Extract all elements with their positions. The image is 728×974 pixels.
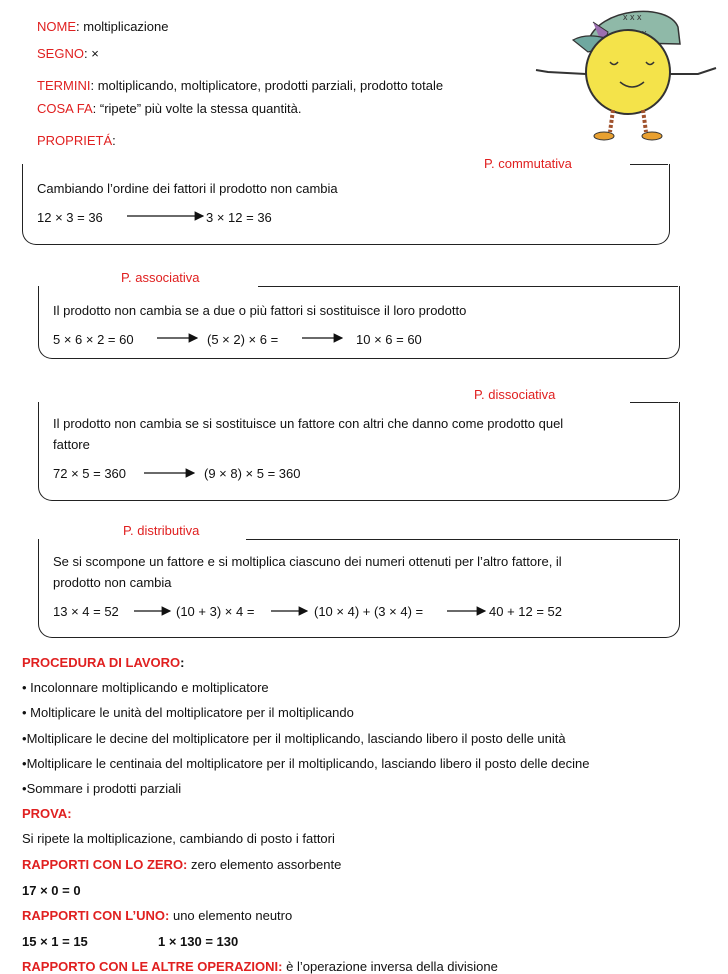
dissociativa-title: P. dissociativa (468, 387, 561, 403)
procedura-step (22, 731, 566, 746)
arrow-icon (134, 606, 174, 616)
altre-label: RAPPORTO CON LE ALTRE OPERAZIONI: (22, 959, 283, 974)
distributiva-title: P. distributiva (117, 523, 205, 539)
dissociativa-rule-right (630, 402, 678, 403)
commutativa-title: P. commutativa (478, 156, 578, 172)
distributiva-text1: Se si scompone un fattore e si moltiplica ciascuno dei numeri ottenuti per l’altro fattore, il (53, 554, 562, 569)
nome-label: NOME (37, 19, 76, 34)
dissociativa-eq1: 72 × 5 = 360 (53, 466, 127, 481)
procedura-step (22, 756, 589, 771)
segno-label: SEGNO (37, 46, 84, 61)
procedura-step (22, 705, 354, 720)
arrow-icon (271, 606, 311, 616)
associativa-eq1: 5 × 6 × 2 = 60 (53, 332, 134, 347)
distributiva-eq1: 13 × 4 = 52 (53, 604, 119, 619)
uno-label: RAPPORTI CON L’UNO: (22, 908, 170, 923)
altre-text: è l’operazione inversa della divisione (286, 959, 498, 974)
termini-value: moltiplicando, moltiplicatore, prodotti parziali, prodotto totale (97, 78, 444, 93)
arrow-icon (157, 333, 201, 343)
commutativa-text: Cambiando l’ordine dei fattori il prodotto non cambia (37, 181, 338, 196)
proprieta-row: PROPRIETÁ: (37, 133, 116, 148)
dissociativa-text2: fattore (53, 437, 90, 452)
dissociativa-text1: Il prodotto non cambia se si sostituisce un fattore con altri che danno come prodotto quel (53, 416, 564, 431)
bullet-icon: • (22, 756, 27, 771)
nome-row: NOME: moltiplicazione (37, 19, 169, 34)
commutativa-rule-right (630, 164, 668, 165)
mascot-face (586, 30, 670, 114)
arrow-icon (447, 606, 489, 616)
procedura-label: PROCEDURA DI LAVORO (22, 655, 181, 670)
cosafa-label: COSA FA (37, 101, 93, 116)
distributiva-rule-right (246, 539, 678, 540)
procedura-step (22, 781, 181, 796)
arrow-icon (144, 468, 198, 478)
associativa-text: Il prodotto non cambia se a due o più fattori si sostituisce il loro prodotto (53, 303, 467, 318)
step-text: Moltiplicare le centinaia del moltiplicatore per il moltiplicando, lasciando libero il posto delle decine (26, 756, 590, 771)
commutativa-eq2: 3 × 12 = 36 (206, 210, 272, 225)
step-text: Moltiplicare le decine del moltiplicatore per il moltiplicando, lasciando libero il posto delle unità (26, 731, 566, 746)
distributiva-eq2: (10 + 3) × 4 = (176, 604, 255, 619)
distributiva-text2: prodotto non cambia (53, 575, 172, 590)
commutativa-eq1: 12 × 3 = 36 (37, 210, 103, 225)
zero-text: zero elemento assorbente (191, 857, 342, 872)
zero-label: RAPPORTI CON LO ZERO: (22, 857, 188, 872)
prova-text: Si ripete la moltiplicazione, cambiando di posto i fattori (22, 831, 335, 846)
step-text: Moltiplicare le unità del moltiplicatore per il moltiplicando (30, 705, 354, 720)
bullet-icon: • (22, 781, 27, 796)
zero-example: 17 × 0 = 0 (22, 883, 81, 898)
procedura-step (22, 680, 269, 695)
prova-label: PROVA: (22, 806, 72, 821)
mascot-illustration (528, 2, 728, 142)
cosafa-value: “ripete” più volte la stessa quantità. (99, 101, 302, 116)
dissociativa-eq2: (9 × 8) × 5 = 360 (204, 466, 301, 481)
termini-label: TERMINI (37, 78, 91, 93)
bullet-icon: • (22, 731, 27, 746)
proprieta-label: PROPRIETÁ (37, 133, 113, 148)
svg-text:x x x: x x x (623, 12, 642, 22)
associativa-title: P. associativa (115, 270, 206, 286)
uno-row (22, 908, 292, 923)
uno-example-2: 1 × 130 = 130 (158, 934, 239, 949)
associativa-rule-right (258, 286, 678, 287)
segno-row: SEGNO: × (37, 46, 99, 61)
commutativa-box (22, 164, 670, 245)
procedura-heading: PROCEDURA DI LAVORO: (22, 655, 185, 670)
termini-row: TERMINI: moltiplicando, moltiplicatore, prodotti parziali, prodotto totale (37, 78, 444, 93)
bullet-icon: • (22, 680, 31, 695)
mascot-left-arm (536, 70, 586, 74)
uno-text: uno elemento neutro (172, 908, 293, 923)
associativa-eq3: 10 × 6 = 60 (356, 332, 422, 347)
segno-value: × (91, 46, 99, 61)
associativa-eq2: (5 × 2) × 6 = (207, 332, 279, 347)
cosafa-row: COSA FA: “ripete” più volte la stessa quantità. (37, 101, 302, 116)
distributiva-eq3: (10 × 4) + (3 × 4) = (314, 604, 424, 619)
nome-value: moltiplicazione (83, 19, 169, 34)
zero-row (22, 857, 341, 872)
bullet-icon: • (22, 705, 31, 720)
associativa-box (38, 286, 680, 359)
step-text: Sommare i prodotti parziali (26, 781, 182, 796)
distributiva-eq4: 40 + 12 = 52 (489, 604, 563, 619)
arrow-icon (127, 211, 207, 221)
step-text: Incolonnare moltiplicando e moltiplicatore (30, 680, 269, 695)
mascot-right-arm (670, 68, 716, 74)
uno-example-1: 15 × 1 = 15 (22, 934, 88, 949)
arrow-icon (302, 333, 346, 343)
altre-row (22, 959, 498, 974)
